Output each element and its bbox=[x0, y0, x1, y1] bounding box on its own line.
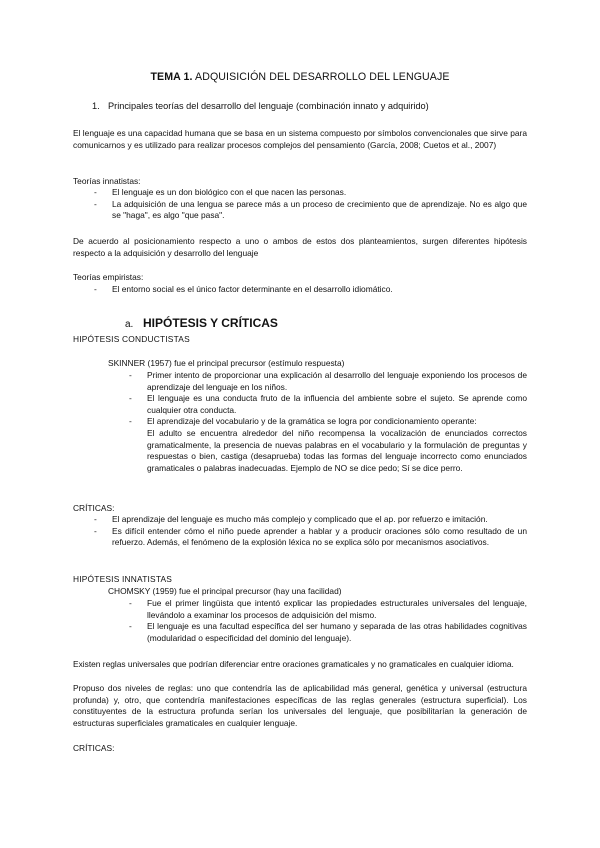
list-item bbox=[92, 514, 527, 526]
section-1-number: 1. bbox=[92, 101, 100, 111]
section-a-heading bbox=[125, 318, 278, 331]
list-item bbox=[92, 526, 527, 549]
list-item bbox=[92, 187, 527, 199]
posicionamiento-paragraph: De acuerdo al posicionamiento respecto a uno o ambos de estos dos planteamientos, surgen diferentes hipótesis respecto a la adquisición y desarrollo del lenguaje bbox=[73, 236, 527, 258]
innatas-list bbox=[127, 598, 527, 644]
bullet-dash: - bbox=[94, 198, 97, 209]
list-item bbox=[127, 598, 527, 621]
list-item bbox=[127, 621, 527, 644]
list-item bbox=[127, 370, 527, 393]
empiristas-label: Teorías empiristas: bbox=[73, 272, 144, 282]
list-item-text: El aprendizaje del lenguaje es mucho más complejo y complicado que el ap. por refuerzo e imitación. bbox=[112, 514, 488, 524]
bullet-dash: - bbox=[129, 621, 132, 632]
bullet-dash: - bbox=[94, 284, 97, 294]
intro-paragraph: El lenguaje es una capacidad humana que se basa en un sistema compuesto por símbolos convencionales que sirve para comunicarnos y es utilizado para realizar procesos complejos del pensamiento (García, 2008; Cuetos et al., 2007) bbox=[73, 128, 527, 150]
propuso-paragraph: Propuso dos niveles de reglas: uno que contendría las de aplicabilidad más general, genética y universal (estructura profunda) y, otro, que contendría manifestaciones específicas de las reglas generales (estructura superficial). Los constituyentes de la estructura profunda serían los universales del lenguaje, que posibilitarían la generación de estructuras superficiales gramaticales en cualquier lenguaje. bbox=[73, 683, 527, 728]
section-1-text: Principales teorías del desarrollo del lenguaje (combinación innato y adquirido) bbox=[108, 101, 429, 111]
bullet-dash: - bbox=[129, 598, 132, 608]
list-item-text: Fue el primer lingüista que intentó explicar las propiedades estructurales universales del lenguaje, llevándolo a examinar los procesos de adquisición del mismo. bbox=[147, 598, 527, 620]
innatistas-list bbox=[92, 187, 527, 222]
list-item-text: El lenguaje es una facultad específica del ser humano y separada de las otras habilidades cognitivas (modularidad o especificidad del dominio del lenguaje). bbox=[147, 621, 527, 643]
title-number: TEMA 1. bbox=[150, 71, 193, 83]
list-item bbox=[127, 393, 527, 416]
bullet-dash: - bbox=[94, 187, 97, 197]
criticas-1-list bbox=[92, 514, 527, 549]
list-item-text: El lenguaje es una conducta fruto de la influencia del ambiente sobre el sujeto. Se aprende como cualquier otra conducta. bbox=[147, 393, 527, 415]
criticas-2-label: CRÍTICAS: bbox=[73, 743, 115, 753]
list-item bbox=[92, 199, 527, 222]
bullet-dash: - bbox=[94, 525, 97, 536]
list-item bbox=[92, 284, 527, 296]
list-item-text: La adquisición de una lengua se parece más a un proceso de crecimiento que de aprendizaje. No es algo que se "haga", es algo "que pasa". bbox=[112, 198, 527, 221]
list-item-text: Es difícil entender cómo el niño puede aprender a hablar y a producir oraciones sólo como resultado de un refuerzo. Además, el fenómeno de la explosión léxica no se explica sólo por mecanismos asociativos. bbox=[112, 525, 527, 548]
section-a-text: HIPÓTESIS Y CRÍTICAS bbox=[143, 316, 278, 330]
reglas-paragraph: Existen reglas universales que podrían diferenciar entre oraciones gramaticales y no gramaticales en cualquier idioma. bbox=[73, 659, 514, 669]
title-text: ADQUISICIÓN DEL DESARROLLO DEL LENGUAJE bbox=[195, 71, 450, 83]
innatistas-hipotesis-heading: HIPÓTESIS INNATISTAS bbox=[73, 574, 173, 584]
criticas-1-label: CRÍTICAS: bbox=[73, 503, 115, 513]
innatistas-label: Teorías innatistas: bbox=[73, 176, 141, 186]
section-1-heading bbox=[92, 101, 429, 113]
bullet-dash: - bbox=[94, 514, 97, 524]
bullet-dash: - bbox=[129, 416, 132, 427]
list-item bbox=[127, 416, 527, 474]
empiristas-list bbox=[92, 284, 527, 296]
list-item-text: El entorno social es el único factor determinante en el desarrollo idiomático. bbox=[112, 284, 393, 294]
conductistas-heading: HIPÓTESIS CONDUCTISTAS bbox=[73, 334, 190, 344]
page-title bbox=[0, 72, 600, 84]
list-item-text: Primer intento de proporcionar una explicación al desarrollo del lenguaje exponiendo los procesos de aprendizaje del lenguaje en los niños. bbox=[147, 370, 527, 392]
list-item-text: El lenguaje es un don biológico con el que nacen las personas. bbox=[112, 187, 347, 197]
chomsky-line: CHOMSKY (1959) fue el principal precursor (hay una facilidad) bbox=[108, 586, 342, 596]
bullet-dash: - bbox=[129, 393, 132, 404]
bullet-dash: - bbox=[129, 370, 132, 380]
list-item-text: El aprendizaje del vocabulario y de la gramática se logra por condicionamiento operante: El adulto se encuentra alrededor del niño recompensa la vocalización de enunciados correctos gramaticalmente, la presencia de nuevas palabras en el vocabulario y la formulación de preguntas y respuestas o bien, castiga (desaprueba) todas las formas del lenguaje incorrecto como enunciados gramaticales o palabras inadecuadas. Ejemplo de NO se dice pedo; Sí se dice perro. bbox=[147, 416, 527, 473]
skinner-line: SKINNER (1957) fue el principal precursor (estímulo respuesta) bbox=[108, 358, 345, 368]
section-a-letter: a. bbox=[125, 319, 134, 330]
conductistas-list bbox=[127, 370, 527, 474]
